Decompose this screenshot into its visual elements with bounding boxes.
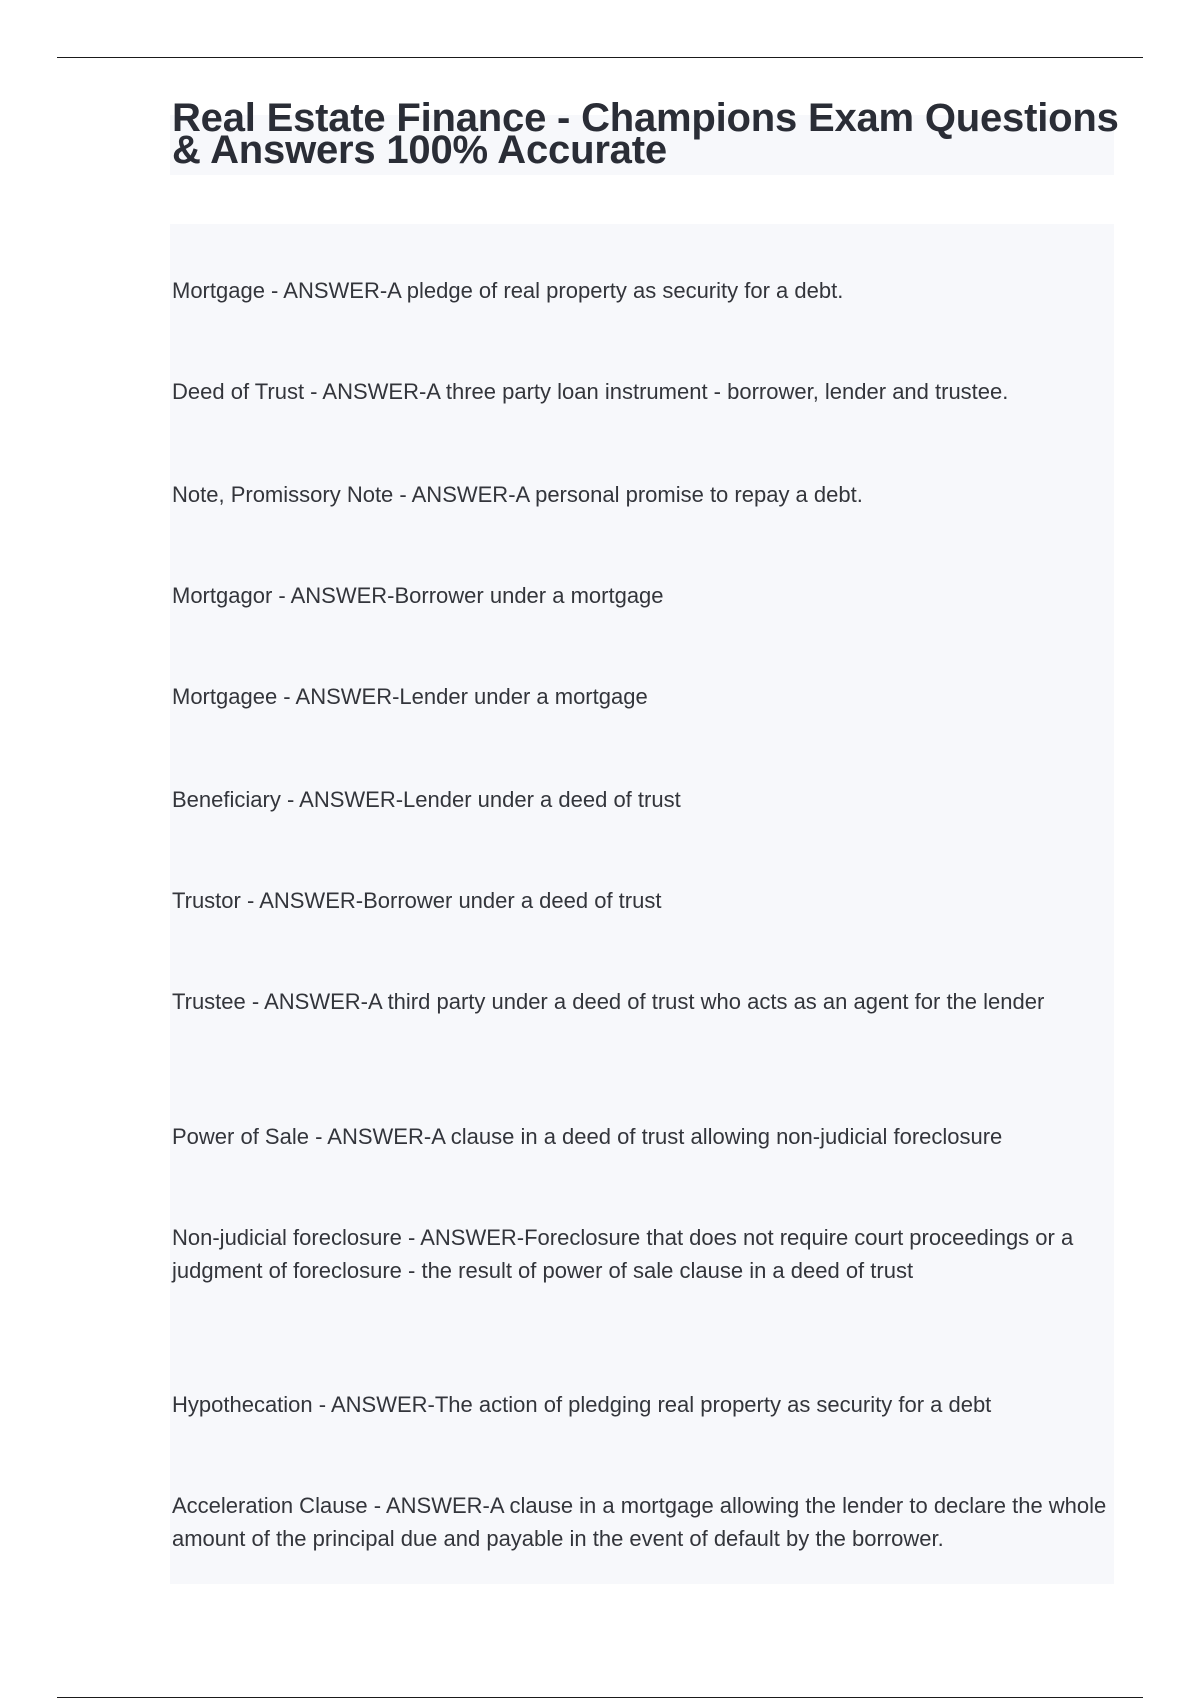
document-title: Real Estate Finance - Champions Exam Questions & Answers 100% Accurate (172, 96, 1119, 172)
qa-item-deed-of-trust: Deed of Trust - ANSWER-A three party loan instrument - borrower, lender and trustee. (172, 379, 1009, 404)
qa-item-hypothecation: Hypothecation - ANSWER-The action of pledging real property as security for a debt (172, 1392, 992, 1417)
qa-item-acceleration-clause: Acceleration Clause - ANSWER-A clause in a mortgage allowing the lender to declare the whole amount of the principal due and payable in the event of default by the borrower. (172, 1493, 1107, 1551)
bottom-divider (57, 1697, 1143, 1698)
qa-item-non-judicial-foreclosure: Non-judicial foreclosure - ANSWER-Foreclosure that does not require court proceedings or a judgment of foreclosure - the result of power of sale clause in a deed of trust (172, 1225, 1074, 1283)
qa-item-beneficiary: Beneficiary - ANSWER-Lender under a deed of trust (172, 787, 681, 812)
qa-item-power-of-sale: Power of Sale - ANSWER-A clause in a deed of trust allowing non-judicial foreclosure (172, 1124, 1003, 1149)
qa-item-mortgagor: Mortgagor - ANSWER-Borrower under a mortgage (172, 583, 664, 608)
top-divider (57, 57, 1143, 58)
qa-item-trustee: Trustee - ANSWER-A third party under a deed of trust who acts as an agent for the lender (172, 989, 1045, 1014)
qa-item-mortgagee: Mortgagee - ANSWER-Lender under a mortgage (172, 684, 648, 709)
qa-item-mortgage: Mortgage - ANSWER-A pledge of real property as security for a debt. (172, 278, 844, 303)
qa-item-promissory-note: Note, Promissory Note - ANSWER-A personal promise to repay a debt. (172, 482, 863, 507)
qa-item-trustor: Trustor - ANSWER-Borrower under a deed of trust (172, 888, 662, 913)
